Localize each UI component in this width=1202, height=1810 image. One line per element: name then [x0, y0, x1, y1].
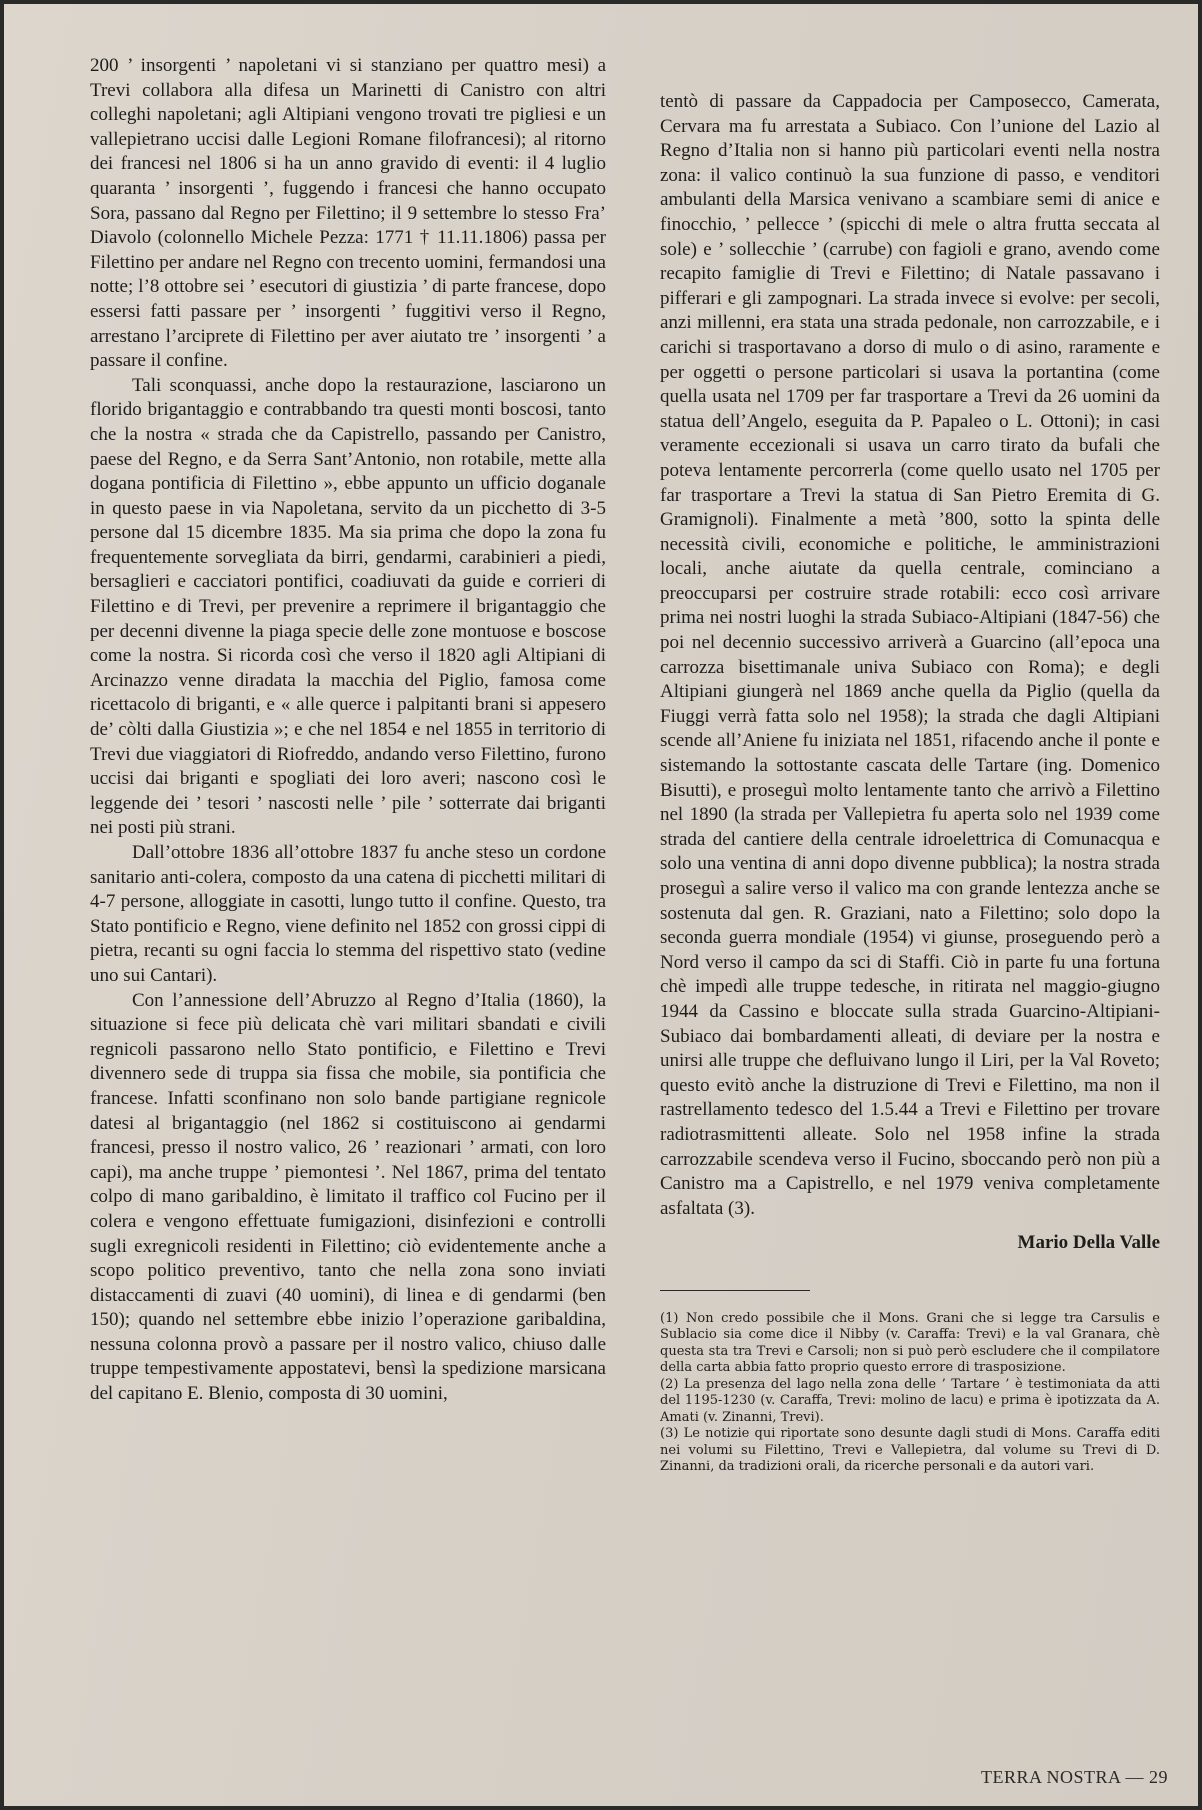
- paragraph: Con l’annessione dell’Abruzzo al Regno d’Italia (1860), la situazione si fece più delicata chè vari militari sbandati e civili regnicoli passarono nello Stato pontificio, e Filettino e Trevi divennero sede di truppa sia fissa che mobile, sia pontificia che francese. Infatti sconfinano non solo bande partigiane regnicole datesi al brigantaggio (nel 1862 si costituiscono ai gendarmi francesi, presso il nostro valico, 26 ’ reazionari ’ armati, con loro capi), ma anche truppe ’ piemontesi ’. Nel 1867, prima del tentato colpo di mano garibaldino, è limitato il traffico col Fucino per il colera e vengono effettuate fumigazioni, disinfezioni e controlli sugli exregnicoli residenti in Filettino; ciò evidentemente anche a scopo politico preventivo, tanto che nella zona sono inviati distaccamenti di zuavi (40 uomini), di linea e di gendarmi (ben 150); quando nel settembre ebbe inizio l’operazione garibaldina, nessuna colonna provò a passare per il nostro valico, chiuso dalle truppe tempestivamente appostatevi, bensì la spedizione marsicana del capitano E. Blenio, composta di 30 uomini,: [90, 989, 606, 1405]
- document-page: [4, 4, 1198, 1806]
- footnote: (2) La presenza del lago nella zona delle ’ Tartare ’ è testimoniata da atti del 1195-1230 (v. Caraffa, Trevi: molino de lacu) e prima è ipotizzata da A. Amati (v. Zinanni, Trevi).: [660, 1376, 1160, 1425]
- page-footer: TERRA NOSTRA — 29: [980, 1767, 1168, 1787]
- paragraph: Tali sconquassi, anche dopo la restaurazione, lasciarono un florido brigantaggio e contrabbando tra questi monti boscosi, tanto che la nostra « strada che da Capistrello, passando per Canistro, paese del Regno, e da Serra Sant’Antonio, non rotabile, mette alla dogana pontificia di Filettino », ebbe appunto un ufficio doganale in questo paese in via Napoletana, servito da un picchetto di 3-5 persone dal 15 dicembre 1835. Ma sia prima che dopo la zona fu frequentemente sorvegliata da birri, gendarmi, carabinieri a piedi, bersaglieri e cacciatori pontifici, coadiuvati da guide e corrieri di Filettino e di Trevi, per prevenire a reprimere il brigantaggio che per decenni divenne la piaga specie delle zone montuose e boscose come la nostra. Si ricorda così che verso il 1820 agli Altipiani di Arcinazzo venne diradata la macchia del Piglio, famosa come ricettacolo di briganti, e « alle querce i palpitanti brani si appesero de’ còlti dalla Giustizia »; e che nel 1854 e nel 1855 in territorio di Trevi due viaggiatori di Riofreddo, andando verso Filettino, furono uccisi dai briganti e spogliati dei loro averi; nascono così le leggende dei ’ tesori ’ nascosti nelle ’ pile ’ sotterrate dai briganti nei posti più strani.: [90, 374, 606, 839]
- left-column: [90, 54, 606, 1407]
- author-signature: Mario Della Valle: [1017, 1232, 1160, 1254]
- footnote-divider: [660, 1290, 810, 1291]
- footnote: (1) Non credo possibile che il Mons. Grani che si legge tra Carsulis e Sublacio sia come dice il Nibby (v. Caraffa: Trevi) e la val Granara, chè questa sta tra Trevi e Carsoli; non si può però escludere che il compilatore della carta abbia fatto proprio questo errore di trasposizione.: [660, 1310, 1160, 1376]
- paragraph: tentò di passare da Cappadocia per Camposecco, Camerata, Cervara ma fu arrestata a Subiaco. Con l’unione del Lazio al Regno d’Italia non si hanno più particolari eventi nella nostra zona: il valico continuò la sua funzione di passo, e venditori ambulanti della Marsica venivano a scambiare semi di anice e finocchio, ’ pellecce ’ (spicchi di mele o altra frutta seccata al sole) e ’ sollecchie ’ (carrube) con fagioli e grano, avendo come recapito famiglie di Trevi e Filettino; di Natale passavano i pifferari e gli zampognari. La strada invece si evolve: per secoli, anzi millenni, era stata una strada pedonale, non carrozzabile, e i carichi si trasportavano a dorso di mulo o di asino, raramente e per oggetti o persone particolari si usava la portantina (come quella usata nel 1709 per far trasportare a Trevi da 26 uomini da statua dell’Angelo, eseguita da P. Papaleo o L. Ottoni); in casi veramente eccezionali si usava un carro tirato da bufali che poteva lentamente percorrerla (come quello usato nel 1705 per far trasportare a Trevi la statua di San Pietro Eremita di G. Gramignoli). Finalmente a metà ’800, sotto la spinta delle necessità civili, economiche e politiche, le amministrazioni locali, anche aiutate da quella centrale, cominciano a preoccuparsi per costruire strade rotabili: ecco così arrivare prima nei nostri luoghi la strada Subiaco-Altipiani (1847-56) che poi nel decennio successivo arriverà a Guarcino (all’epoca una carrozza bisettimanale univa Subiaco con Roma); e degli Altipiani giungerà nel 1869 anche quella da Piglio (quella da Fiuggi verrà fatta solo nel 1958); la strada che dagli Altipiani scende all’Aniene fu iniziata nel 1851, rifacendo anche il ponte e sistemando la sottostante cascata delle Tartare (ing. Domenico Bisutti), e proseguì molto lentamente tanto che arrivò a Filettino nel 1890 (la strada per Vallepietra fu aperta solo nel 1939 come strada del cantiere della centrale idroelettrica di Comunacqua e solo una ventina di anni dopo divenne pubblica); la nostra strada proseguì a salire verso il valico ma con grande lentezza anche se sostenuta dal gen. R. Graziani, nato a Filettino; solo dopo la seconda guerra mondiale (1954) vi giunse, proseguendo però a Nord verso il campo da sci di Staffi. Ciò in parte fu una fortuna chè impedì alle truppe tedesche, in ritirata nel maggio-giugno 1944 da Cassino e bloccate sulla strada Guarcino-Altipiani-Subiaco dai bombardamenti alleati, di deviare per la nostra e unirsi alle truppe che defluivano lungo il Liri, per la Val Roveto; questo evitò anche la distruzione di Trevi e Filettino, ma non il rastrellamento tedesco del 1.5.44 a Trevi e Filettino per trovare radiotrasmittenti alleate. Solo nel 1958 infine la strada carrozzabile scendeva verso il Fucino, sboccando però non più a Canistro ma a Capistrello, e nel 1979 veniva completamente asfaltata (3).: [660, 91, 1160, 1219]
- paragraph: Dall’ottobre 1836 all’ottobre 1837 fu anche steso un cordone sanitario anti-colera, composto da una catena di picchetti militari di 4-7 persone, alloggiate in casotti, lungo tutto il confine. Questo, tra Stato pontificio e Regno, viene definito nel 1852 con grossi cippi di pietra, recanti su ogni faccia lo stemma del rispettivo stato (vedine uno sui Cantari).: [90, 842, 606, 986]
- right-column: [660, 90, 1160, 1476]
- footnote: (3) Le notizie qui riportate sono desunte dagli studi di Mons. Caraffa editi nei volumi su Filettino, Trevi e Vallepietra, dal volume su Trevi di D. Zinanni, da tradizioni orali, da ricerche personali e da autori vari.: [660, 1426, 1160, 1475]
- paragraph: 200 ’ insorgenti ’ napoletani vi si stanziano per quattro mesi) a Trevi collabora alla difesa un Marinetti di Canistro con altri colleghi napoletani; agli Altipiani vengono trovati tre pigliesi e un vallepietrano uccisi dalle Legioni Romane filofrancesi); al ritorno dei francesi nel 1806 si ha un anno gravido di eventi: il 4 luglio quaranta ’ insorgenti ’, fuggendo i francesi che hanno occupato Sora, passano dal Regno per Filettino; il 9 settembre lo stesso Fra’ Diavolo (colonnello Michele Pezza: 1771 † 11.11.1806) passa per Filettino per andare nel Regno con trecento uomini, fermandosi una notte; l’8 ottobre sei ’ esecutori di giustizia ’ di parte francese, dopo essersi fatti passare per ’ insorgenti ’ fuggitivi verso il Regno, arrestano l’arciprete di Filettino per aver aiutato tre ’ insorgenti ’ a passare il confine.: [90, 55, 606, 372]
